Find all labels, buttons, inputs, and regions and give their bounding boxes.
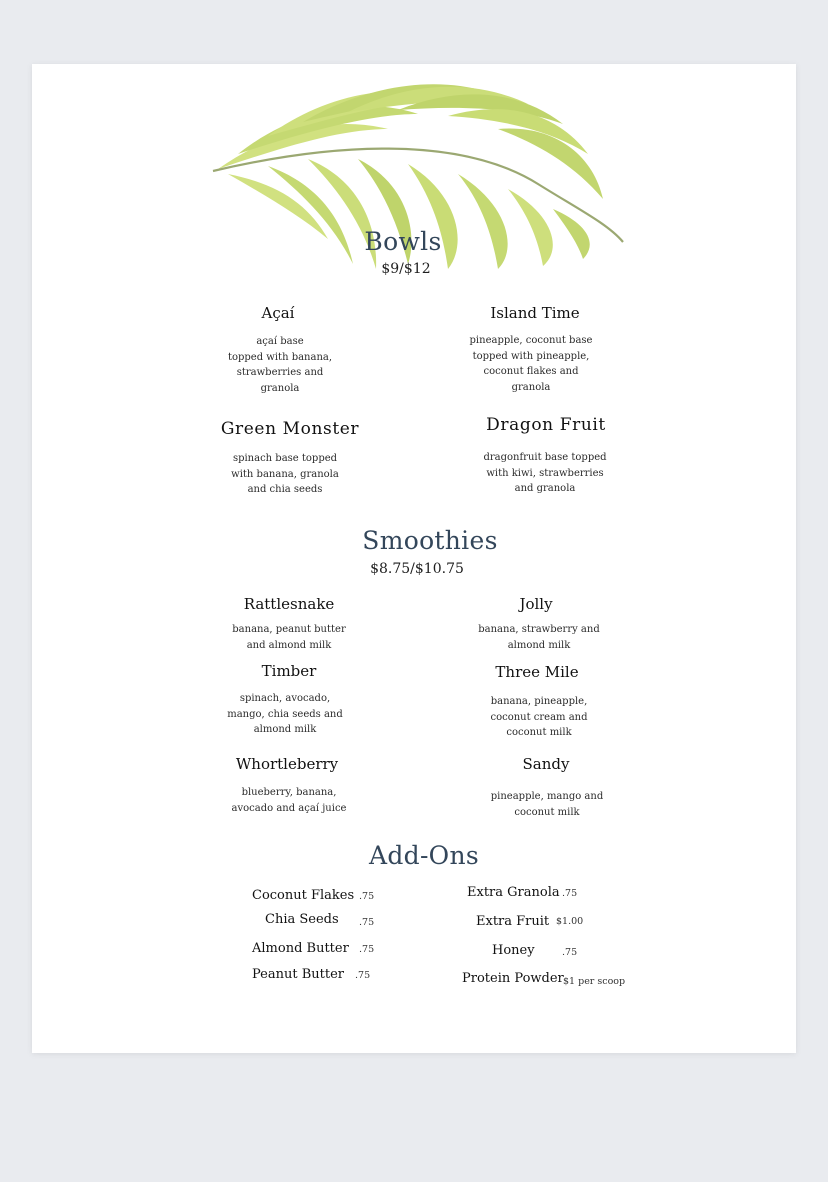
smoothie-desc-rattlesnake: banana, peanut butter and almond milk — [232, 624, 346, 651]
bowl-desc-acai: açaí base topped with banana, strawberries and granola — [227, 336, 333, 394]
bowl-name-dragon-fruit: Dragon Fruit — [486, 415, 606, 435]
smoothie-desc-sandy: pineapple, mango and coconut milk — [490, 791, 604, 818]
addon-price-extra-fruit: $1.00 — [556, 916, 584, 927]
addon-price-coconut-flakes: .75 — [359, 891, 375, 902]
bowl-name-island-time: Island Time — [490, 304, 580, 322]
bowl-desc-island-time: pineapple, coconut base topped with pineapple, coconut flakes and granola — [469, 335, 593, 393]
addon-name-peanut-butter: Peanut Butter — [252, 967, 344, 982]
bowls-price: $9/$12 — [381, 261, 431, 277]
addon-name-honey: Honey — [492, 943, 535, 958]
menu-page — [32, 64, 796, 1053]
smoothie-desc-timber: spinach, avocado, mango, chia seeds and almond milk — [227, 693, 343, 735]
addon-price-extra-granola: .75 — [562, 888, 578, 899]
addon-name-extra-granola: Extra Granola — [467, 885, 560, 900]
smoothie-name-whortleberry: Whortleberry — [235, 755, 339, 773]
addon-name-almond-butter: Almond Butter — [252, 941, 349, 956]
addon-price-honey: .75 — [562, 947, 578, 958]
addon-name-extra-fruit: Extra Fruit — [476, 914, 550, 929]
addon-name-chia-seeds: Chia Seeds — [265, 912, 339, 927]
addon-price-peanut-butter: .75 — [355, 970, 371, 981]
bowl-name-green-monster: Green Monster — [220, 419, 360, 439]
smoothie-name-rattlesnake: Rattlesnake — [243, 595, 335, 613]
addon-name-protein-powder: Protein Powder — [462, 971, 564, 986]
smoothie-name-timber: Timber — [261, 662, 317, 680]
smoothie-desc-whortleberry: blueberry, banana, avocado and açaí juice — [231, 787, 347, 814]
bowl-desc-green-monster: spinach base topped with banana, granola and chia seeds — [231, 453, 339, 495]
bowls-title: Bowls — [364, 227, 442, 256]
smoothie-desc-three-mile: banana, pineapple, coconut cream and coconut milk — [490, 696, 588, 738]
addon-price-chia-seeds: .75 — [359, 917, 375, 928]
smoothies-title: Smoothies — [362, 526, 498, 555]
addons-title: Add-Ons — [368, 841, 480, 870]
smoothie-name-three-mile: Three Mile — [495, 663, 579, 681]
addon-price-protein-powder: $1 per scoop — [563, 976, 626, 987]
bowl-name-acai: Açaí — [261, 304, 295, 322]
bowl-desc-dragon-fruit: dragonfruit base topped with kiwi, strawberries and granola — [483, 452, 607, 494]
smoothie-name-jolly: Jolly — [519, 595, 553, 613]
addon-price-almond-butter: .75 — [359, 944, 375, 955]
smoothies-price: $8.75/$10.75 — [370, 561, 464, 577]
smoothie-name-sandy: Sandy — [522, 755, 570, 773]
smoothie-desc-jolly: banana, strawberry and almond milk — [478, 624, 600, 651]
addon-name-coconut-flakes: Coconut Flakes — [252, 888, 355, 903]
